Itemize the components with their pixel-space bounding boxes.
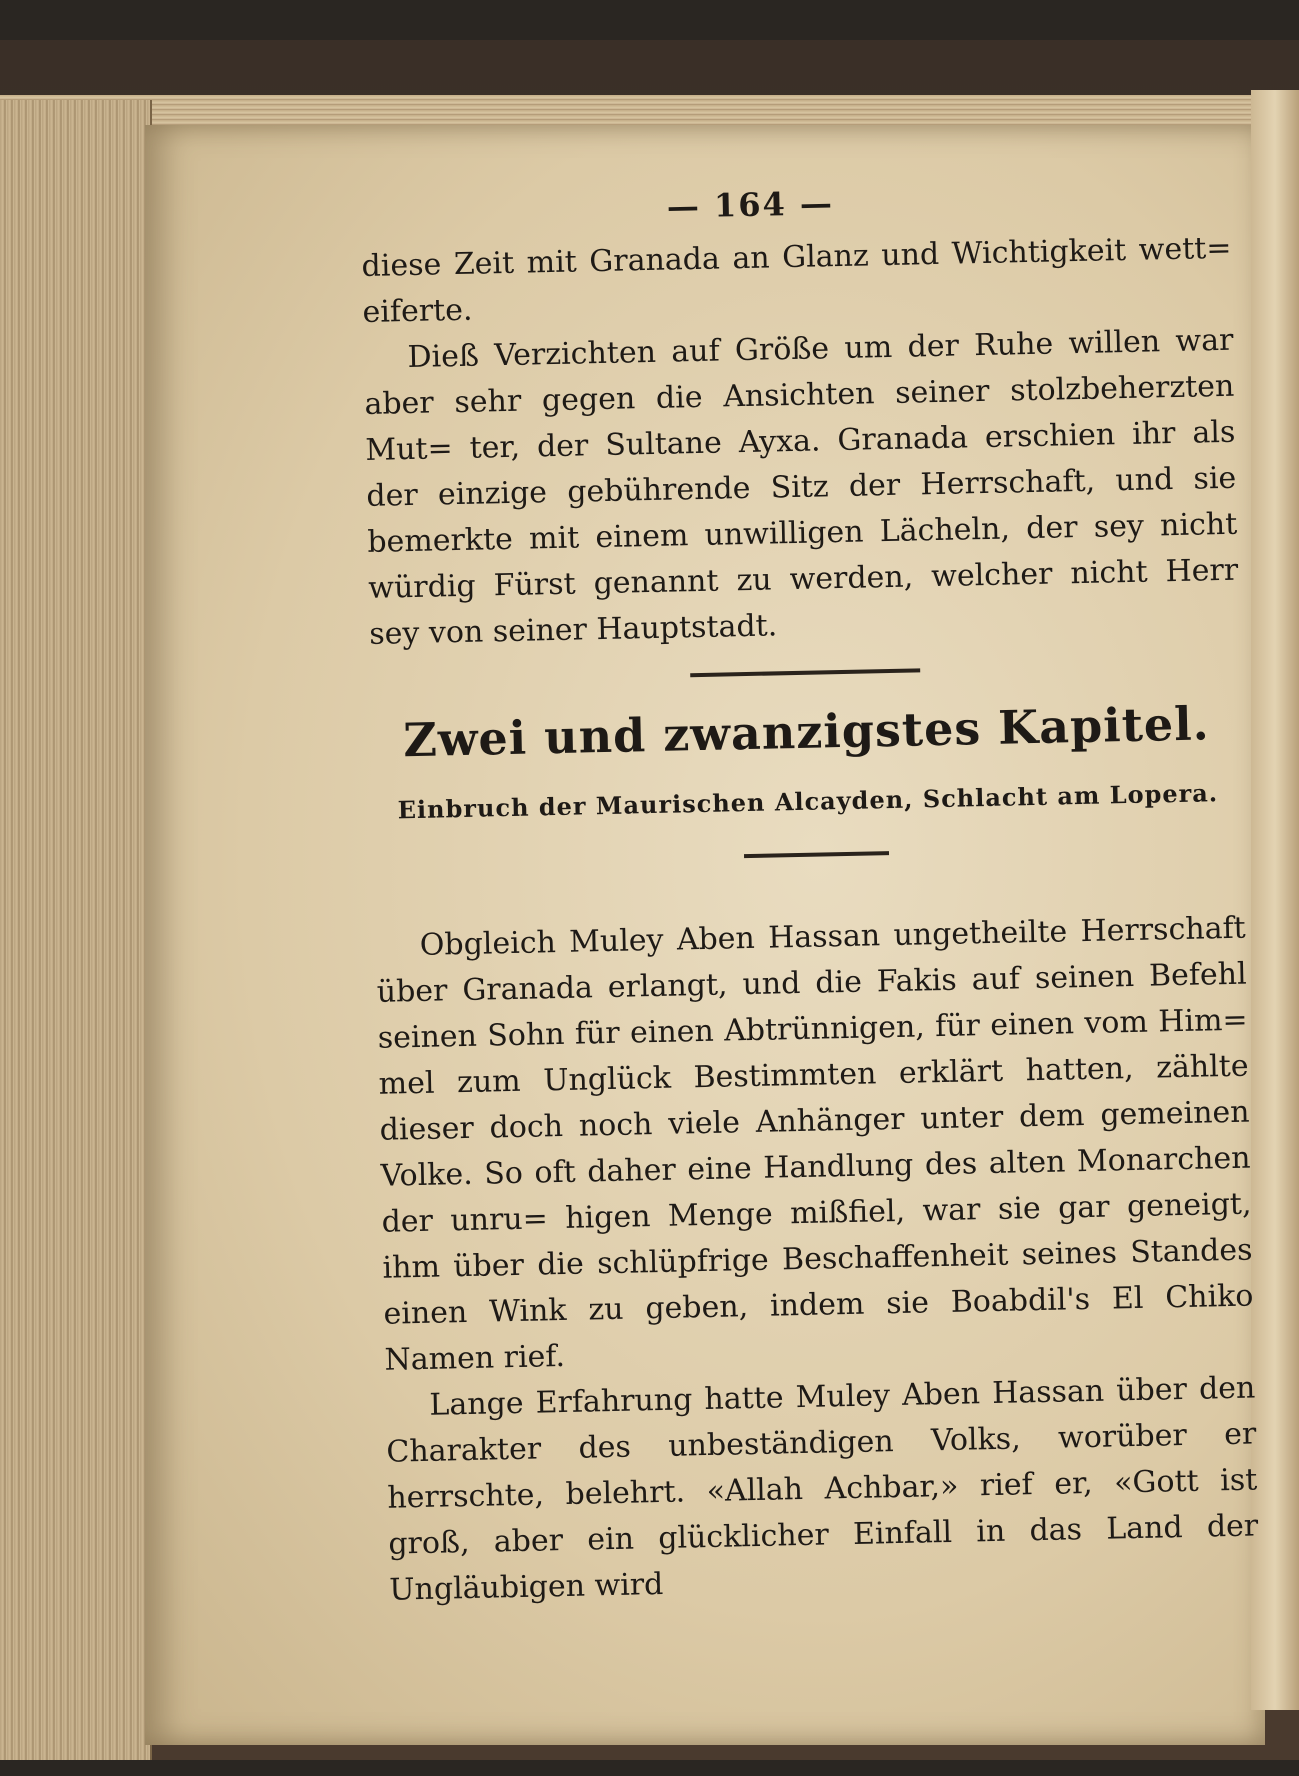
- divider-rule: [690, 668, 920, 677]
- chapter-subtitle: Einbruch der Maurischen Alcayden, Schlacht am Lopera.: [397, 778, 1219, 825]
- paragraph: Lange Erfahrung hatte Muley Aben Hassan über den Charakter des unbeständigen Volks, worüber er herrschte, belehrt. «Allah Achbar,» rief er, «Gott ist groß, aber ein glücklicher Einfall in das Land der Ungläubigen wird: [386, 1370, 1259, 1608]
- divider-rule: [744, 851, 889, 858]
- page-edge-right: [1251, 90, 1299, 1710]
- paragraph: diese Zeit mit Granada an Glanz und Wichtigkeit wett= eiferte.: [361, 230, 1232, 330]
- page-stack-left: [0, 100, 152, 1760]
- paragraph: Dieß Verzichten auf Größe um der Ruhe willen war aber sehr gegen die Ansichten seiner stolzbeherzten Mut= ter, der Sultane Ayxa. Granada erschien ihr als der einzige gebührende Sitz der Herrschaft, und sie bemerkte mit einem unwilligen Lächeln, der sey nicht würdig Fürst genannt zu werden, welcher nicht Herr sey von seiner Hauptstadt.: [364, 322, 1239, 652]
- chapter-title: Zwei und zwanzigstes Kapitel.: [402, 696, 1211, 768]
- paragraph: Obgleich Muley Aben Hassan ungetheilte Herrschaft über Granada erlangt, und die Fakis auf seinen Befehl seinen Sohn für einen Abtrünnigen, für einen vom Him= mel zum Unglück Bestimmten erklärt hatten, zählte dieser doch noch viele Anhänger unter dem gemeinen Volke. So oft daher eine Handlung des alten Monarchen der unru= higen Menge mißfiel, war sie gar geneigt, ihm über die schlüpfrige Beschaffenheit seines Standes einen Wink zu geben, indem sie Boabdil's El Chiko Namen rief.: [376, 910, 1254, 1378]
- page-content: [360, 172, 1260, 1614]
- page-number: — 164 —: [666, 184, 835, 226]
